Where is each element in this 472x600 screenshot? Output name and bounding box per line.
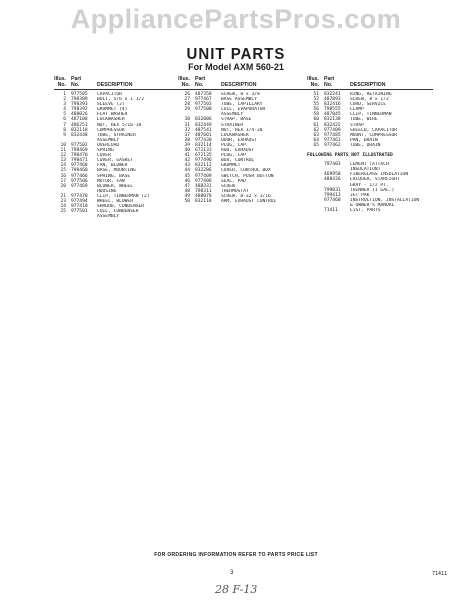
cell-ill: 47 — [184, 183, 190, 189]
cell-desc: COIL, CONDENSER — [97, 209, 139, 215]
cell-part: 977485 — [324, 132, 341, 138]
cell-part: 832416 — [324, 102, 341, 108]
cell-ill: 12 — [60, 153, 66, 159]
cell-part: 832448 — [71, 132, 88, 138]
cell-part: 977430 — [195, 137, 212, 143]
cell-desc: SLEEVE (2) — [97, 102, 125, 108]
cell-part: 488331 — [195, 183, 212, 189]
cell-part: 832118 — [195, 198, 212, 204]
cell-part: 977505 — [71, 92, 88, 97]
cell-desc: JET PAK — [350, 192, 370, 198]
cell-desc: STRAP, BASE — [221, 117, 252, 123]
cell-desc: GROMMET — [221, 163, 241, 169]
cell-desc: SCREW, 8 x 1/2 — [350, 97, 389, 103]
cell-part: 487045 — [324, 112, 341, 118]
cell-part: 488426 — [324, 177, 341, 183]
cell-ill: 10 — [60, 142, 66, 148]
cell-ill: 14 — [60, 163, 66, 169]
cell-ill: 25 — [60, 209, 66, 215]
cell-desc: INSTRUCTION, INSTALLATION — [350, 197, 420, 203]
cell-part: 832286 — [195, 168, 212, 174]
table-row — [54, 214, 180, 219]
cell-part: 977409 — [195, 173, 212, 179]
cell-desc: GRAY - 1/2 PT. — [350, 182, 389, 188]
cell-part: 832449 — [195, 122, 212, 128]
document-code: 71411 — [432, 571, 448, 577]
cell-ill: 30 — [184, 117, 190, 123]
cell-desc: COVER — [97, 153, 111, 159]
cell-part: 798393 — [71, 102, 88, 108]
cell-part: 672135 — [195, 153, 212, 159]
cell-ill: 62 — [313, 127, 319, 133]
table-row — [307, 143, 433, 148]
cell-part: 798460 — [71, 168, 88, 174]
cell-ill: 46 — [184, 178, 190, 184]
watermark: AppliancePartsPros.com — [70, 4, 402, 34]
handwritten-note: 28 F-13 — [215, 583, 258, 596]
cell-part: 977467 — [195, 97, 212, 103]
cell-ill: 2 — [63, 97, 66, 103]
cell-ill: 1 — [63, 92, 66, 97]
cell-desc: OVERLOAD — [97, 142, 120, 148]
page-title: UNIT PARTS — [186, 45, 286, 64]
cell-part: 832114 — [195, 142, 212, 148]
cell-desc: ROD, EXHAUST — [221, 148, 255, 154]
cell-ill: 37 — [184, 132, 190, 138]
cell-ill: 9 — [63, 132, 66, 138]
cell-part: 797403 — [324, 162, 341, 168]
cell-ill: 58 — [313, 112, 319, 118]
cell-desc: INSULATION) — [350, 167, 381, 173]
cell-ill: 15 — [60, 168, 66, 174]
ordering-info-footer: FOR ORDERING INFORMATION REFER TO PARTS PRICE LIST — [154, 552, 318, 558]
cell-part: 469958 — [324, 172, 341, 178]
cell-desc: SCREW, 8 x 3/8 — [221, 92, 260, 97]
cell-ill — [307, 208, 324, 213]
cell-ill: 65 — [313, 142, 319, 148]
cell-desc: FLAT WASHER — [97, 112, 128, 118]
cell-ill: 31 — [184, 122, 190, 128]
cell-part: 977500 — [195, 107, 212, 113]
cell-part: 977494 — [71, 198, 88, 204]
cell-desc: BOLT, 5/6 x 1 1/2 — [97, 97, 145, 103]
cell-desc: CORD, SERVICE — [350, 102, 386, 108]
cell-desc: NUT, HEX 1/4-20 — [221, 127, 263, 133]
cell-ill: 61 — [313, 122, 319, 128]
cell-part: 977470 — [71, 193, 88, 199]
cell-desc: CLIP, TINNERMAN — [350, 112, 392, 118]
cell-part: 977502 — [71, 142, 88, 148]
cell-desc: MOUNT, COMPRESSOR — [350, 132, 398, 138]
cell-ill: 51 — [313, 92, 319, 97]
cell-ill: 45 — [184, 173, 190, 179]
cell-desc: COMPRESSOR — [97, 127, 125, 133]
cell-ill: 29 — [184, 107, 190, 113]
model-subtitle: For Model AXM 560-21 — [188, 62, 284, 72]
cell-ill — [307, 177, 324, 182]
cell-desc: GROMMET (4) — [97, 107, 128, 113]
column-header: Illus. Part No. No. DESCRIPTION — [307, 76, 386, 88]
cell-desc: NUT, HEX 5/16-18 — [97, 122, 142, 128]
cell-ill: 38 — [184, 137, 190, 143]
cell-desc: SCREW — [221, 183, 235, 189]
cell-part: 977501 — [71, 209, 88, 215]
parts-column-1 — [54, 76, 180, 219]
cell-desc: RING, RETAINING — [350, 92, 392, 97]
cell-desc: TUBE, DRAIN — [350, 142, 381, 148]
cell-part: 977460 — [324, 197, 341, 203]
parts-column-2 — [178, 76, 308, 204]
header-rule — [307, 89, 433, 90]
cell-part: 832241 — [324, 92, 341, 97]
cell-ill: 6 — [63, 117, 66, 123]
cell-part: 798469 — [71, 148, 88, 154]
cell-part: 487108 — [71, 117, 88, 123]
cell-ill: 28 — [184, 102, 190, 108]
cell-ill: 44 — [184, 168, 190, 174]
table-row — [307, 208, 433, 213]
cell-part: 832006 — [195, 117, 212, 123]
cell-desc: LOCKWASHER — [221, 132, 249, 138]
cell-ill: 63 — [313, 132, 319, 138]
cell-ill: 17 — [60, 178, 66, 184]
cell-ill: 4 — [63, 107, 66, 113]
cell-ill: 20 — [60, 183, 66, 189]
cell-part: 832422 — [324, 122, 341, 128]
cell-desc: SHROUD, CONDENSER — [97, 204, 145, 210]
cell-part: 977506 — [71, 178, 88, 184]
cell-desc: TUBE, CAPILLARY — [221, 102, 263, 108]
cell-desc: SPRING, BASE — [97, 173, 131, 179]
cell-ill: 24 — [60, 204, 66, 210]
cell-ill: 41 — [184, 153, 190, 159]
cell-desc: STRAINER — [221, 122, 244, 128]
cell-desc: ASSEMBLY — [97, 214, 120, 220]
cell-part: 798392 — [71, 107, 88, 113]
cell-part: 798389 — [71, 97, 88, 103]
cell-ill: 5 — [63, 112, 66, 118]
cell-desc: ASSEMBLY — [221, 112, 244, 118]
cell-desc: PLUG, CAP — [221, 142, 246, 148]
cell-desc: BLOWER, WHEEL — [97, 183, 133, 189]
cell-part: 487541 — [195, 127, 212, 133]
cell-desc: SPRING — [97, 148, 114, 154]
cell-desc: SCREW, 8-32 x 3/16 — [221, 193, 271, 199]
cell-part: 798471 — [71, 158, 88, 164]
cell-ill: 8 — [63, 127, 66, 133]
cell-desc: BOX, CONTROL — [221, 158, 255, 164]
cell-part: 832138 — [324, 117, 341, 123]
cell-part: 799413 — [324, 192, 341, 198]
cell-desc: TUBE, STRAINER — [97, 132, 136, 138]
cell-part: 977466 — [71, 173, 88, 179]
cell-part: 977468 — [71, 163, 88, 169]
cell-ill: 26 — [184, 92, 190, 97]
cell-ill: 60 — [313, 117, 319, 123]
cell-ill: 13 — [60, 158, 66, 164]
cell-desc: SEAL, PAD — [221, 178, 246, 184]
cell-part: 977461 — [324, 137, 341, 143]
cell-part: 977410 — [71, 204, 88, 210]
cell-part: 798470 — [71, 153, 88, 159]
cell-desc: PAN, DRAIN — [350, 137, 378, 143]
cell-part: 488078 — [195, 193, 212, 199]
cell-desc: CLAMP — [350, 107, 364, 113]
cell-part: 487358 — [195, 92, 212, 97]
column-header: Illus. Part No. No. DESCRIPTION — [178, 76, 257, 88]
cell-part: 977409 — [324, 127, 341, 133]
cell-ill: 21 — [60, 193, 66, 199]
cell-desc: THINNER (1 GAL.) — [350, 187, 395, 193]
cell-part: 832118 — [71, 127, 88, 133]
cell-desc: & OWNER'S MANUAL — [350, 202, 395, 208]
cell-part: 798555 — [324, 107, 341, 113]
page-number: 3 — [230, 570, 234, 576]
cell-desc: HOUSING — [97, 188, 117, 194]
cell-part: 977469 — [71, 183, 88, 189]
cell-part: 798311 — [195, 188, 212, 194]
cell-desc: CAPACITOR — [97, 92, 122, 97]
cell-part: 488026 — [71, 112, 88, 118]
cell-ill: 50 — [184, 198, 190, 204]
cell-desc: COIL, EVAPORATOR — [221, 107, 266, 113]
cell-desc: ASSEMBLY — [97, 137, 120, 143]
cell-desc: ARM, EXHAUST CONTROL — [221, 198, 277, 204]
cell-desc: SWITCH, PUSH BUTTON — [221, 173, 274, 179]
cell-part: 487893 — [324, 97, 341, 103]
cell-part: 977503 — [195, 102, 212, 108]
cell-part: 799031 — [324, 187, 341, 193]
cell-ill: 27 — [184, 97, 190, 103]
cell-desc: CLIP, TINNERMAN (2) — [97, 193, 150, 199]
cell-part: 977406 — [195, 178, 212, 184]
cell-ill — [307, 162, 324, 167]
column-header: Illus. Part No. No. DESCRIPTION — [54, 76, 133, 88]
cell-ill: 39 — [184, 142, 190, 148]
cell-desc: STRAP — [350, 122, 364, 128]
cell-desc: COVER, CONTROL BOX — [221, 168, 271, 174]
cell-desc: THERMOSTAT — [221, 188, 249, 194]
cell-desc: SHIELD, CAPACITOR — [350, 127, 398, 133]
cell-part: 832112 — [195, 163, 212, 169]
cell-desc: WHEEL, BLOWER — [97, 198, 133, 204]
header-rule — [178, 89, 308, 90]
cell-desc: LOCKWASHER — [97, 117, 125, 123]
cell-ill: 42 — [184, 158, 190, 164]
cell-ill: 56 — [313, 107, 319, 113]
cell-desc: TUBE, WIRE — [350, 117, 378, 123]
cell-desc: DOOR, EXHAUST — [221, 137, 257, 143]
cell-ill: 7 — [63, 122, 66, 128]
not-illustrated-note: FOLLOWING PARTS NOT ILLUSTRATED — [307, 153, 393, 159]
cell-desc: FAN, BLOWER — [97, 163, 128, 169]
cell-ill: 48 — [184, 188, 190, 194]
cell-ill: 55 — [313, 102, 319, 108]
cell-desc: BASE ASSEMBLY — [221, 97, 257, 103]
cell-ill: 11 — [60, 148, 66, 154]
cell-part: 977496 — [195, 158, 212, 164]
table-row — [178, 199, 308, 204]
cell-ill: 40 — [184, 148, 190, 154]
cell-part: 71411 — [324, 207, 338, 213]
cell-ill — [307, 198, 324, 203]
cell-desc: FIBERGLASS INSULATION — [350, 172, 409, 178]
cell-desc: LIST, PARTS — [350, 207, 381, 213]
cell-part: 486251 — [71, 122, 88, 128]
cell-ill: 49 — [184, 193, 190, 199]
cell-desc: MOTOR, FAN — [97, 178, 125, 184]
cell-part: 487601 — [195, 132, 212, 138]
cell-ill: 3 — [63, 102, 66, 108]
cell-ill: 23 — [60, 198, 66, 204]
header-rule — [54, 89, 180, 90]
cell-desc: PLUG, CAP — [221, 153, 246, 159]
cell-desc: BASE, MOUNTING — [97, 168, 136, 174]
cell-part: 977462 — [324, 142, 341, 148]
cell-desc: COVER, GASKET — [97, 158, 133, 164]
cell-ill: 64 — [313, 137, 319, 143]
cell-desc: LACQUER, STARLIGHT — [350, 177, 400, 183]
cell-desc: CEMENT (ATTACH — [350, 162, 389, 168]
parts-column-3 — [307, 76, 433, 213]
cell-ill: 43 — [184, 163, 190, 169]
cell-ill: 52 — [313, 97, 319, 103]
cell-part: 672133 — [195, 148, 212, 154]
cell-ill: 32 — [184, 127, 190, 133]
cell-ill: 16 — [60, 173, 66, 179]
